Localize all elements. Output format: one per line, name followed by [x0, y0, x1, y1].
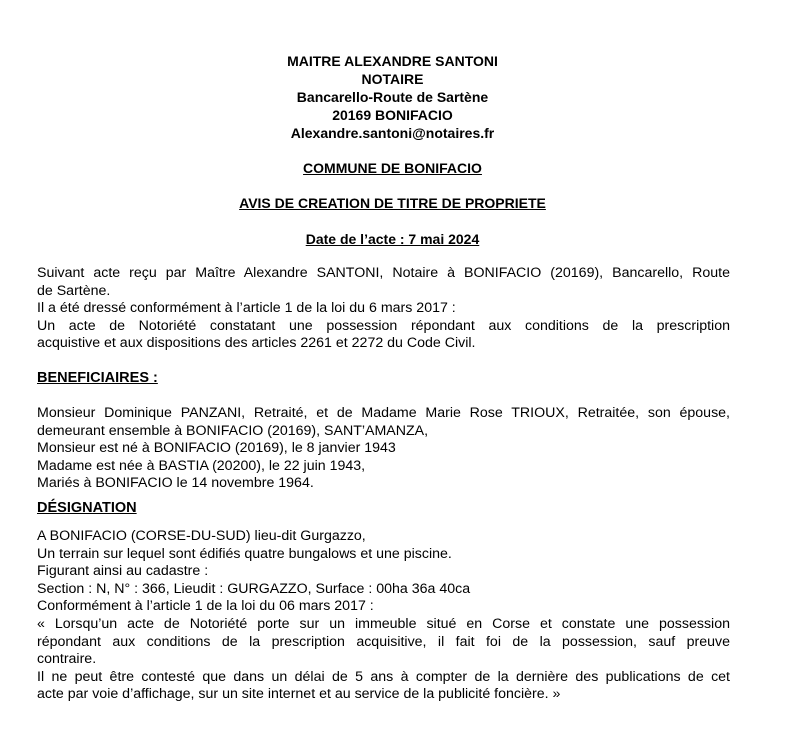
designation-line: A BONIFACIO (CORSE-DU-SUD) lieu-dit Gurgazzo,: [37, 528, 366, 544]
notice-title-wrap: [0, 195, 785, 212]
intro-line: de Sartène.: [37, 282, 111, 299]
intro-line: Un acte de Notoriété constatant une possession répondant aux conditions de la prescription: [37, 317, 730, 334]
designation-line: Figurant ainsi au cadastre :: [37, 563, 209, 580]
notary-name: MAITRE ALEXANDRE SANTONI: [287, 53, 498, 69]
intro-line: Suivant acte reçu par Maître Alexandre SANTONI, Notaire à BONIFACIO (20169), Bancarello, Route: [37, 265, 730, 281]
beneficiaires-line: Monsieur est né à BONIFACIO (20169), le 8 janvier 1943: [37, 440, 396, 457]
notary-email: Alexandre.santoni@notaires.fr: [290, 125, 495, 141]
commune-heading: COMMUNE DE BONIFACIO: [303, 160, 482, 176]
intro-line: acquistive et aux dispositions des articles 2261 et 2272 du Code Civil.: [37, 335, 476, 352]
act-date: Date de l’acte : 7 mai 2024: [305, 231, 480, 247]
notary-title: NOTAIRE: [361, 71, 424, 87]
notice-title: AVIS DE CREATION DE TITRE DE PROPRIETE: [239, 195, 546, 211]
intro-paragraph: [37, 265, 730, 353]
designation-line: Section : N, N° : 366, Lieudit : GURGAZZO, Surface : 00ha 36a 40ca: [37, 580, 471, 597]
beneficiaires-paragraph: [37, 405, 730, 493]
beneficiaires-line: Mariés à BONIFACIO le 14 novembre 1964.: [37, 475, 314, 492]
designation-line: Un terrain sur lequel sont édifiés quatre bungalows et une piscine.: [37, 545, 452, 562]
beneficiaires-heading: BENEFICIAIRES :: [37, 370, 158, 386]
beneficiaires-line: Monsieur Dominique PANZANI, Retraité, et de Madame Marie Rose TRIOUX, Retraitée, son épouse,: [37, 405, 730, 421]
designation-paragraph: [37, 528, 730, 704]
designation-line: « Lorsqu’un acte de Notoriété porte sur un immeuble situé en Corse et constate une possession: [37, 615, 730, 632]
commune-heading-wrap: [0, 160, 785, 177]
designation-line: répondant aux conditions de la prescription acquisitive, il fait foi de la possession, sauf preuve: [37, 633, 730, 650]
designation-line: Il ne peut être contesté que dans un délai de 5 ans à compter de la dernière des publications de cet: [37, 668, 730, 685]
beneficiaires-line: demeurant ensemble à BONIFACIO (20169), SANT’AMANZA,: [37, 422, 429, 439]
intro-line: Il a été dressé conformément à l’article 1 de la loi du 6 mars 2017 :: [37, 300, 456, 317]
designation-line: Conformément à l’article 1 de la loi du 06 mars 2017 :: [37, 598, 374, 615]
designation-line: contraire.: [37, 651, 97, 668]
beneficiaires-line: Madame est née à BASTIA (20200), le 22 juin 1943,: [37, 457, 366, 474]
act-date-wrap: [0, 231, 785, 248]
notary-address: Bancarello-Route de Sartène: [296, 89, 489, 105]
designation-line: acte par voie d’affichage, sur un site internet et au service de la publicité foncière. »: [37, 686, 561, 703]
notary-city: 20169 BONIFACIO: [332, 107, 453, 123]
designation-heading: DÉSIGNATION: [37, 500, 137, 516]
